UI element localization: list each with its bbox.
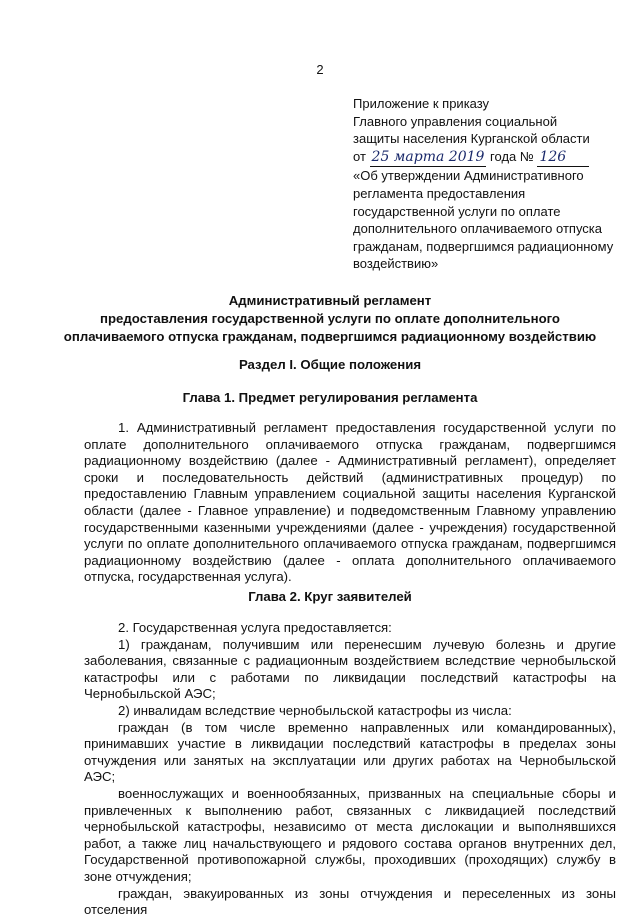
appendix-date-line [353,148,615,168]
paragraph-1 [84,420,616,586]
applicants-list [84,620,616,919]
chapter-1-heading: Глава 1. Предмет регулирования регламента [182,390,478,405]
list-item: граждан, эвакуированных из зоны отчуждения и переселенных из зоны отселения [84,885,616,918]
appendix-block [353,95,615,273]
handwritten-date: 25 марта 2019 [370,149,487,168]
title-line-1: Административный регламент [228,293,432,308]
page-number: 2 [316,62,324,77]
appendix-line-1: Приложение к приказу [353,96,490,111]
handwritten-number: 126 [537,149,589,168]
list-item: граждан (в том числе временно направленных или командированных), принимавших участие в ликвидации последствий катастрофы в пределах зоны отчуждения или занятых на эксплуатации или других работах на Чернобыльской АЭС; [84,719,616,785]
title-line-2: предоставления государственной услуги по оплате дополнительного [99,311,560,326]
title-line-3: оплачиваемого отпуска гражданам, подвергшимся радиационному воздействию [63,329,597,344]
appendix-line-2: Главного управления социальной [353,113,558,129]
list-item: 2) инвалидам вследствие чернобыльской катастрофы из числа: [118,702,512,718]
appendix-year-word: года № [490,148,534,164]
chapter-2-heading: Глава 2. Круг заявителей [248,589,412,604]
appendix-from: от [353,148,366,164]
list-item: военнослужащих и военнообязанных, призванных на специальные сборы и привлеченных к выполнению работ, связанных с ликвидацией последствий чернобыльской катастрофы, независимо от места дислокации и выполнявшихся работ, а также лиц начальствующего и рядового состава органов внутренних дел, Государственной противопожарной службы, проходивших (проходящих) службу в зоне отчуждения; [84,785,616,884]
appendix-line-3: защиты населения Курганской области [353,131,590,147]
paragraph-1-text: 1. Административный регламент предоставления государственной услуги по оплате дополнительного оплачиваемого отпуска гражданам, подвергшимся радиационному воздействию (далее - Административный регламент), определяет сроки и последовательность действий (административных процедур) по предоставлению Главным управлением социальной защиты населения Курганской области (далее - Главное управление) и подведомственным Главному управлению государственными казенными учреждениями (далее - учреждения) государственной услуги по оплате дополнительного оплачиваемого отпуска гражданам, подвергшимся радиационному воздействию (далее - оплата дополнительного оплачиваемого отпуска, государственная услуга). [84,420,616,585]
list-item: 1) гражданам, получившим или перенесшим лучевую болезнь и другие заболевания, связанные с радиационным воздействием вследствие чернобыльской катастрофы или с работами по ликвидации последствий катастрофы на Чернобыльской АЭС; [84,636,616,702]
appendix-subject: «Об утверждении Административного регламента предоставления государственной услуги по оплате дополнительного оплачиваемого отпуска гражданам, подвергшимся радиационному воздействию» [353,168,614,272]
section-heading: Раздел I. Общие положения [238,357,422,372]
document-title [40,292,620,346]
list-item: 2. Государственная услуга предоставляется: [118,620,392,635]
